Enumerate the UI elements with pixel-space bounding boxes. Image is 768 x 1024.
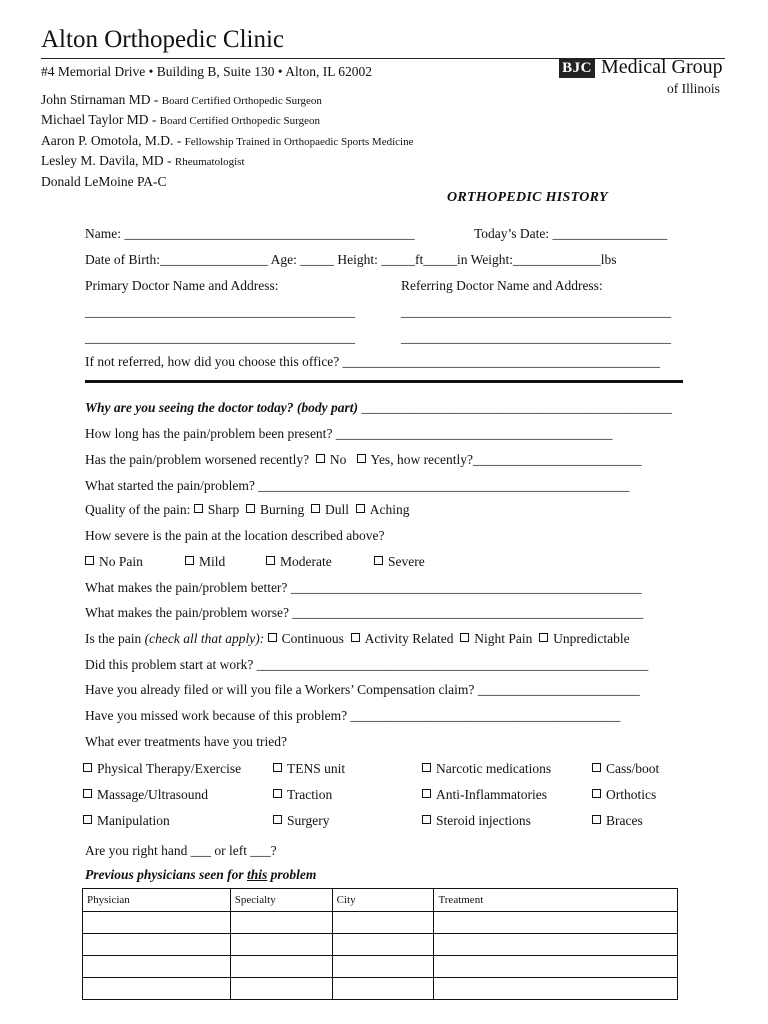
previous-physicians-table	[82, 888, 678, 1000]
quality-burning-checkbox[interactable]	[246, 504, 255, 513]
doctor-3: Aaron P. Omotola, M.D. - Fellowship Trained in Orthopaedic Sports Medicine	[41, 133, 414, 148]
dob-age-height-weight-field[interactable]: Date of Birth:________________ Age: _____ Height: _____ft_____in Weight:_____________lbs	[85, 252, 617, 267]
primary-doctor-label: Primary Doctor Name and Address:	[85, 278, 279, 293]
what-started-field[interactable]: What started the pain/problem? _______________________________________________________	[85, 478, 630, 493]
logo-of-illinois: of Illinois	[667, 81, 720, 96]
table-row[interactable]	[83, 956, 678, 978]
primary-doctor-line-1[interactable]: ________________________________________	[85, 304, 355, 319]
quality-aching-checkbox[interactable]	[356, 504, 365, 513]
worsened-yes-checkbox[interactable]	[357, 454, 366, 463]
start-at-work-field[interactable]: Did this problem start at work? __________________________________________________________	[85, 657, 649, 672]
worsened-question: Has the pain/problem worsened recently? No Yes, how recently?_________________________	[85, 452, 642, 467]
table-cell[interactable]	[434, 934, 678, 956]
primary-doctor-line-2[interactable]: ________________________________________	[85, 330, 355, 345]
table-cell[interactable]	[83, 978, 231, 1000]
treatment-narcotic[interactable]: Narcotic medications	[422, 761, 551, 777]
previous-physicians-title: Previous physicians seen for this problem	[85, 867, 317, 882]
treatment-braces[interactable]: Braces	[592, 813, 643, 829]
col-city: City	[332, 889, 434, 912]
makes-worse-field[interactable]: What makes the pain/problem worse? ____________________________________________________	[85, 605, 644, 620]
quality-dull-checkbox[interactable]	[311, 504, 320, 513]
not-referred-field[interactable]: If not referred, how did you choose this office? _______________________________________________	[85, 354, 660, 369]
clinic-name: Alton Orthopedic Clinic	[41, 26, 285, 53]
col-specialty: Specialty	[230, 889, 332, 912]
col-physician: Physician	[83, 889, 231, 912]
treatment-surgery[interactable]: Surgery	[273, 813, 330, 829]
severity-moderate[interactable]: Moderate	[266, 554, 332, 570]
table-cell[interactable]	[83, 956, 231, 978]
severity-mild[interactable]: Mild	[185, 554, 225, 570]
severity-no-pain[interactable]: No Pain	[85, 554, 143, 570]
missed-work-field[interactable]: Have you missed work because of this problem? ________________________________________	[85, 708, 621, 723]
how-long-field[interactable]: How long has the pain/problem been present? _________________________________________	[85, 426, 613, 441]
treatment-checkbox[interactable]	[592, 789, 601, 798]
treatment-steroid-injections[interactable]: Steroid injections	[422, 813, 531, 829]
treatment-manipulation[interactable]: Manipulation	[83, 813, 170, 829]
treatment-orthotics[interactable]: Orthotics	[592, 787, 656, 803]
activity-related-checkbox[interactable]	[351, 633, 360, 642]
severity-question: How severe is the pain at the location described above?	[85, 528, 385, 543]
table-cell[interactable]	[230, 956, 332, 978]
table-cell[interactable]	[230, 912, 332, 934]
table-header-row	[83, 889, 678, 912]
severity-severe[interactable]: Severe	[374, 554, 425, 570]
night-pain-checkbox[interactable]	[460, 633, 469, 642]
treatment-anti-inflammatories[interactable]: Anti-Inflammatories	[422, 787, 547, 803]
treatment-checkbox[interactable]	[592, 815, 601, 824]
quality-sharp-checkbox[interactable]	[194, 504, 203, 513]
table-cell[interactable]	[332, 912, 434, 934]
treatment-tens-unit[interactable]: TENS unit	[273, 761, 345, 777]
doctor-1: John Stirnaman MD - Board Certified Orthopedic Surgeon	[41, 92, 322, 107]
table-cell[interactable]	[434, 956, 678, 978]
treatment-checkbox[interactable]	[422, 763, 431, 772]
severity-mild-checkbox[interactable]	[185, 556, 194, 565]
table-cell[interactable]	[230, 934, 332, 956]
treatment-checkbox[interactable]	[273, 815, 282, 824]
treatment-checkbox[interactable]	[83, 763, 92, 772]
treatment-checkbox[interactable]	[422, 815, 431, 824]
bjc-logo-box: BJC	[559, 58, 595, 78]
treatment-physical-therapy[interactable]: Physical Therapy/Exercise	[83, 761, 241, 777]
treatment-cass-boot[interactable]: Cass/boot	[592, 761, 659, 777]
severity-severe-checkbox[interactable]	[374, 556, 383, 565]
doctor-2: Michael Taylor MD - Board Certified Orthopedic Surgeon	[41, 112, 320, 127]
table-cell[interactable]	[332, 978, 434, 1000]
worsened-no-checkbox[interactable]	[316, 454, 325, 463]
why-seeing-doctor-field[interactable]: Why are you seeing the doctor today? (body part) ______________________________________________	[85, 400, 672, 415]
table-cell[interactable]	[332, 956, 434, 978]
treatment-checkbox[interactable]	[273, 789, 282, 798]
table-cell[interactable]	[434, 978, 678, 1000]
workers-comp-field[interactable]: Have you already filed or will you file a Workers’ Compensation claim? ________________________	[85, 682, 640, 697]
treatment-traction[interactable]: Traction	[273, 787, 332, 803]
table-cell[interactable]	[83, 934, 231, 956]
form-title: ORTHOPEDIC HISTORY	[447, 190, 608, 205]
treatment-checkbox[interactable]	[592, 763, 601, 772]
table-row[interactable]	[83, 978, 678, 1000]
quality-question: Quality of the pain: Sharp Burning Dull Aching	[85, 502, 410, 517]
col-treatment: Treatment	[434, 889, 678, 912]
table-cell[interactable]	[332, 934, 434, 956]
severity-moderate-checkbox[interactable]	[266, 556, 275, 565]
treatment-checkbox[interactable]	[273, 763, 282, 772]
section-divider	[85, 380, 683, 383]
logo-medical-group: Medical Group	[601, 56, 723, 78]
is-pain-question: Is the pain (check all that apply): Continuous Activity Related Night Pain Unpredictable	[85, 631, 630, 646]
table-cell[interactable]	[434, 912, 678, 934]
treatments-question: What ever treatments have you tried?	[85, 734, 288, 749]
table-row[interactable]	[83, 912, 678, 934]
doctor-4: Lesley M. Davila, MD - Rheumatologist	[41, 153, 245, 168]
severity-no-pain-checkbox[interactable]	[85, 556, 94, 565]
treatment-massage[interactable]: Massage/Ultrasound	[83, 787, 208, 803]
treatment-checkbox[interactable]	[83, 789, 92, 798]
continuous-checkbox[interactable]	[268, 633, 277, 642]
handedness-field[interactable]: Are you right hand ___ or left ___?	[85, 843, 277, 858]
treatment-checkbox[interactable]	[83, 815, 92, 824]
doctor-5: Donald LeMoine PA-C	[41, 174, 167, 189]
referring-doctor-line-1[interactable]: ________________________________________	[401, 304, 671, 319]
todays-date-field[interactable]: Today’s Date: _________________	[474, 226, 668, 241]
makes-better-field[interactable]: What makes the pain/problem better? ____________________________________________________	[85, 580, 642, 595]
unpredictable-checkbox[interactable]	[539, 633, 548, 642]
name-field[interactable]: Name: ___________________________________________	[85, 226, 415, 241]
clinic-address: #4 Memorial Drive • Building B, Suite 130 • Alton, IL 62002	[41, 64, 373, 79]
table-cell[interactable]	[83, 912, 231, 934]
referring-doctor-label: Referring Doctor Name and Address:	[401, 278, 603, 293]
referring-doctor-line-2[interactable]: ________________________________________	[401, 330, 671, 345]
table-cell[interactable]	[230, 978, 332, 1000]
treatment-checkbox[interactable]	[422, 789, 431, 798]
table-row[interactable]	[83, 934, 678, 956]
